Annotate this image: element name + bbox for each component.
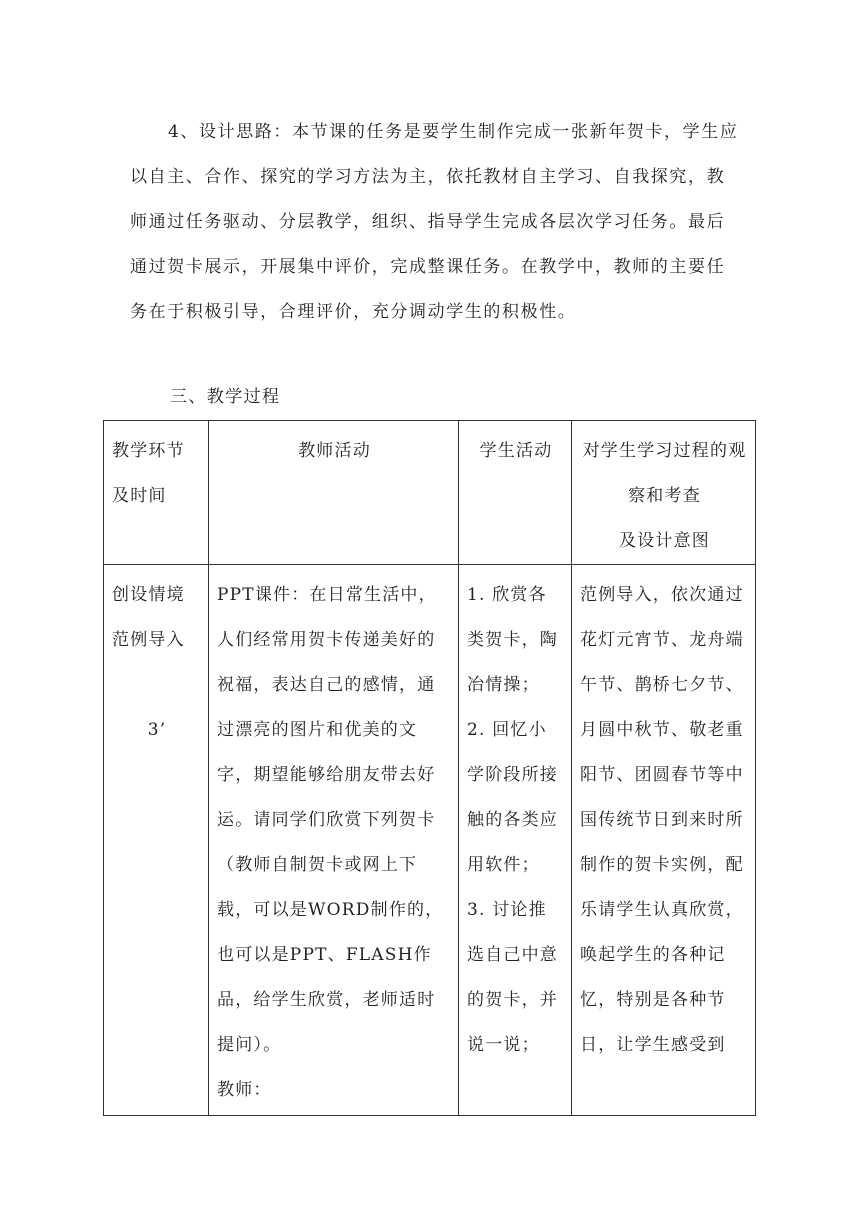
header-observe bbox=[572, 421, 756, 565]
header-teacher bbox=[209, 421, 459, 565]
cell-teacher-activity bbox=[209, 565, 459, 1116]
student-activity-item: 3. 讨论推选自己中意的贺卡，并说一说； bbox=[467, 900, 558, 1055]
teacher-activity-text: PPT课件：在日常生活中，人们经常用贺卡传递美好的祝福，表达自己的感情，通过漂亮的图片和优美的文字，期望能够给朋友带去好运。请同学们欣赏下列贺卡（教师自制贺卡或网上下载，可以是WORD制作的，也可以是PPT、FLASH作品，给学生欣赏，老师适时提问）。 bbox=[217, 585, 444, 1055]
header-student bbox=[459, 421, 572, 565]
header-observe-label: 对学生学习过程的观察和考查 bbox=[582, 441, 747, 506]
teaching-process-table bbox=[103, 420, 756, 1116]
teacher-label: 教师： bbox=[217, 1080, 272, 1100]
header-stage-label: 教学环节及时间 bbox=[112, 441, 185, 506]
header-stage bbox=[104, 421, 209, 565]
table-header-row bbox=[104, 421, 756, 565]
stage-label: 创设情境范例导入 bbox=[112, 585, 185, 650]
stage-time: 3’ bbox=[147, 720, 167, 740]
student-activity-item: 1. 欣赏各类贺卡，陶冶情操； bbox=[467, 585, 558, 695]
cell-student-activity bbox=[459, 565, 572, 1116]
observation-text: 范例导入，依次通过花灯元宵节、龙舟端午节、鹊桥七夕节、月圆中秋节、敬老重阳节、团圆春节等中国传统节日到来时所制作的贺卡实例，配乐请学生认真欣赏，唤起学生的各种记忆，特别是各种节日，让学生感受到 bbox=[580, 585, 744, 1055]
header-teacher-label: 教师活动 bbox=[298, 441, 371, 461]
table-row bbox=[104, 565, 756, 1116]
header-student-label: 学生活动 bbox=[479, 441, 553, 461]
section-heading: 三、教学过程 bbox=[170, 387, 281, 407]
header-observe-label-2: 及设计意图 bbox=[619, 531, 710, 551]
cell-observation bbox=[572, 565, 756, 1116]
cell-stage bbox=[104, 565, 209, 1116]
design-idea-paragraph: 4、设计思路：本节课的任务是要学生制作完成一张新年贺卡，学生应以自主、合作、探究的学习方法为主，依托教材自主学习、自我探究，教师通过任务驱动、分层教学，组织、指导学生完成各层次学习任务。最后通过贺卡展示，开展集中评价，完成整课任务。在教学中，教师的主要任务在于积极引导，合理评价，充分调动学生的积极性。 bbox=[130, 122, 739, 322]
student-activity-item: 2. 回忆小学阶段所接触的各类应用软件； bbox=[467, 720, 558, 875]
